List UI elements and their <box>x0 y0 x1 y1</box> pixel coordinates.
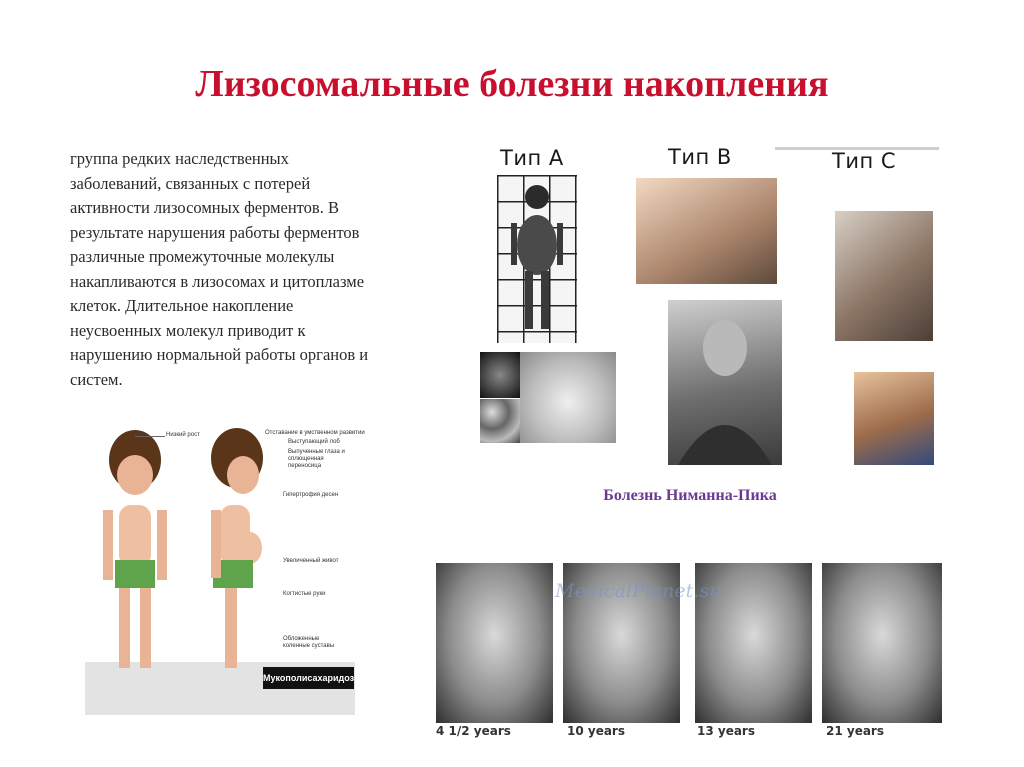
annotation-knee-joints: Обложенные коленные суставы <box>283 636 335 649</box>
type-b-photo-boy <box>668 300 782 465</box>
type-b-photo-sisters <box>636 178 777 284</box>
description-line: различные промежуточные молекулы <box>70 247 335 266</box>
niemann-pick-caption: Болезнь Ниманна-Пика <box>603 487 777 504</box>
description-line: группа редких наследственных <box>70 149 289 168</box>
progression-photo-4 <box>822 563 942 723</box>
description-line: систем. <box>70 369 123 389</box>
annotation-eyes-nose: Выпученные глаза и сплющенная переносица <box>288 449 345 469</box>
age-label-1: 4 1/2 years <box>436 724 511 738</box>
progression-watermark: MedicalPlanet.su <box>555 580 722 602</box>
age-label-2: 10 years <box>567 724 625 738</box>
type-c-photo-boy <box>835 211 933 341</box>
mps-label: Мукополисахаридоз <box>263 667 354 689</box>
description-line: заболеваний, связанных с потерей <box>70 173 311 193</box>
slide-title: Лизосомальные болезни накопления <box>195 63 829 105</box>
type-b-label: Тип В <box>668 145 732 169</box>
annotation-claw-hands: Когтистые руки <box>283 591 326 597</box>
annotation-short-stature: Низкий рост <box>166 432 200 438</box>
description-line: результате нарушения работы ферментов <box>70 222 360 242</box>
description-line: накапливаются в лизосомах и цитоплазме <box>70 271 365 291</box>
type-a-label: Тип А <box>500 146 564 170</box>
annotation-abdomen: Увеличенный живот <box>283 558 339 564</box>
progression-photo-1 <box>436 563 553 723</box>
type-c-photo-child <box>854 372 934 465</box>
annotation-line <box>135 436 165 437</box>
type-c-label: Тип С <box>832 149 897 173</box>
annotation-gums: Гипертрофия десен <box>283 492 339 498</box>
annotation-forehead: Выступающий лоб <box>288 439 340 445</box>
description-text <box>70 147 442 392</box>
description-line: нарушению нормальной работы органов и <box>70 345 369 364</box>
type-a-cells-photo <box>480 399 520 443</box>
description-line: активности лизосомных ферментов. В <box>70 198 339 217</box>
annotation-mental-delay: Отставание в умственном развитии <box>265 430 365 436</box>
type-a-abdomen-photo <box>520 352 616 443</box>
description-line: клеток. Длительное накопление <box>70 296 294 315</box>
type-a-microscopy-photo <box>480 352 520 398</box>
description-line: неусвоенных молекул приводит к <box>70 320 306 340</box>
type-a-photo <box>497 175 577 343</box>
age-label-3: 13 years <box>697 724 755 738</box>
age-label-4: 21 years <box>826 724 884 738</box>
